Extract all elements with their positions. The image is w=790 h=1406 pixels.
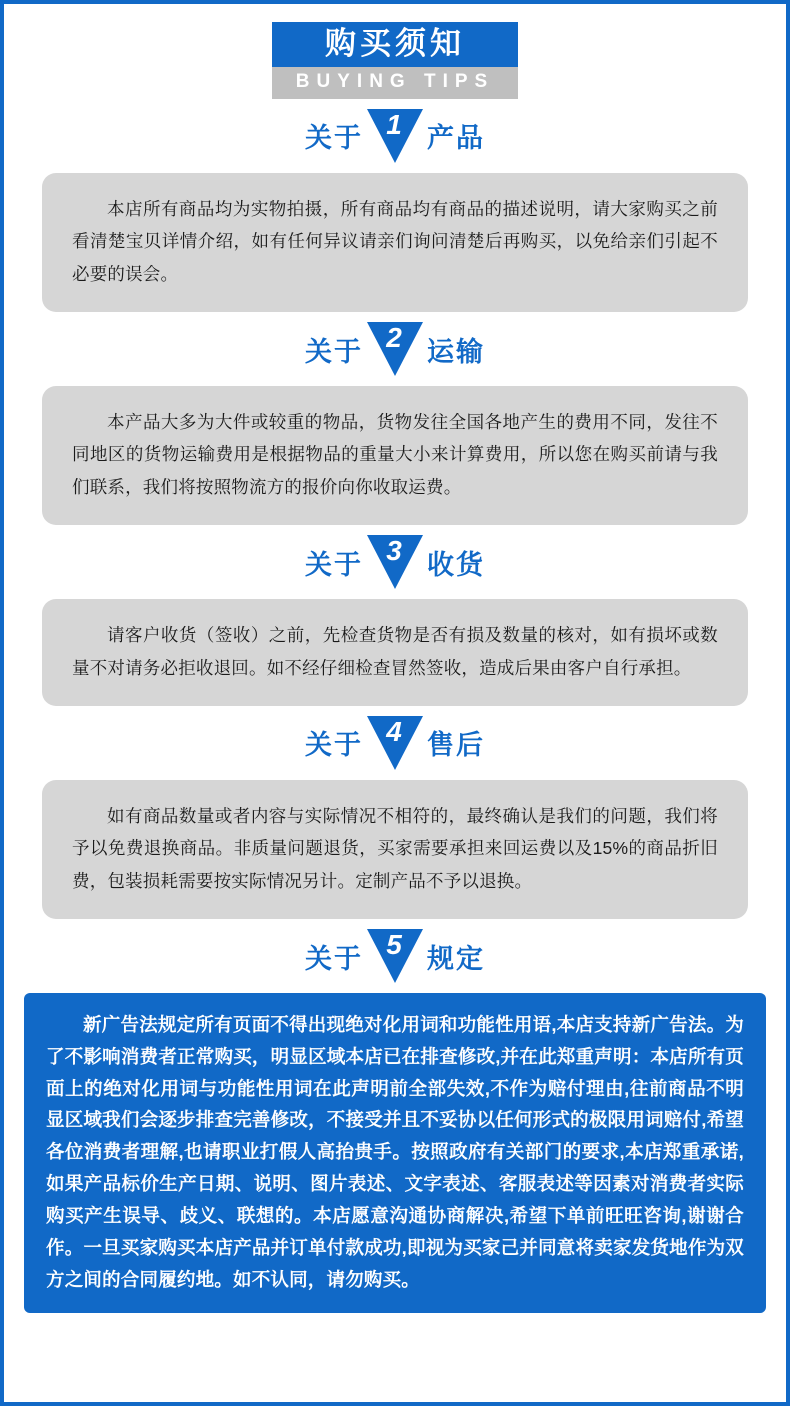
page-title: 购买须知 [272,22,518,67]
section-2-number-badge [367,322,423,376]
section-4-card [42,780,748,919]
section-2-label-left: 关于 [305,336,363,367]
section-4-label-left: 关于 [305,730,363,761]
section-3-label-left: 关于 [305,549,363,580]
section-1-label-right: 产品 [427,123,485,154]
section-4-number-badge [367,716,423,770]
section-2-label-right: 运输 [427,336,485,367]
section-4-body: 如有商品数量或者内容与实际情况不相符的，最终确认是我们的问题，我们将予以免费退换商品。非质量问题退货，买家需要承担来回运费以及15%的商品折旧费，包装损耗需要按实际情况另计。定制产品不予以退换。 [72,805,718,891]
section-title-5 [4,919,786,993]
section-title-2 [4,312,786,386]
section-2-body: 本产品大多为大件或较重的物品，货物发往全国各地产生的费用不同，发往不同地区的货物运输费用是根据物品的重量大小来计算费用，所以您在购买前请与我们联系，我们将按照物流方的报价向你收取运费。 [72,412,718,497]
section-title-1 [4,99,786,173]
section-5-number-badge [367,929,423,983]
section-3-number: 3 [386,535,404,567]
section-2-number: 2 [386,322,404,354]
section-title-3 [4,525,786,599]
page-header [4,4,786,99]
section-title-4 [4,706,786,780]
section-1-label-left: 关于 [305,123,363,154]
section-4-number: 4 [386,715,404,747]
section-5-body: 新广告法规定所有页面不得出现绝对化用词和功能性用语,本店支持新广告法。为了不影响消费者正常购买，明显区域本店已在排查修改,并在此郑重声明：本店所有页面上的绝对化用词与功能性用词在此声明前全部失效,不作为赔付理由,往前商品不明显区域我们会逐步排查完善修改，不接受并且不妥协以任何形式的极限用词赔付,希望各位消费者理解,也请职业打假人高抬贵手。按照政府有关部门的要求,本店郑重承诺,如果产品标价生产日期、说明、图片表述、文字表述、客服表述等因素对消费者实际购买产生误导、歧义、联想的。本店愿意沟通协商解决,希望下单前旺旺咨询,谢谢合作。一旦买家购买本店产品并订单付款成功,即视为买家己并同意将卖家发货地作为双方之间的合同履约地。如不认同，请勿购买。 [46,1014,744,1290]
section-4-label-right: 售后 [427,730,485,761]
section-5-card [24,993,766,1313]
section-2-card [42,386,748,525]
section-1-number: 1 [386,108,404,140]
section-5-label-right: 规定 [427,943,485,974]
section-3-body: 请客户收货（签收）之前，先检查货物是否有损及数量的核对，如有损坏或数量不对请务必拒收退回。如不经仔细检查冒然签收，造成后果由客户自行承担。 [72,625,718,678]
section-3-label-right: 收货 [427,549,485,580]
section-3-number-badge [367,535,423,589]
section-1-card [42,173,748,312]
section-5-number: 5 [386,929,404,961]
page-subtitle: BUYING TIPS [272,67,518,99]
section-3-card [42,599,748,706]
section-5-label-left: 关于 [305,943,363,974]
section-1-body: 本店所有商品均为实物拍摄，所有商品均有商品的描述说明，请大家购买之前看清楚宝贝详情介绍，如有任何异议请亲们询问清楚后再购买，以免给亲们引起不必要的误会。 [72,198,718,284]
header-title-block [272,22,518,99]
section-1-number-badge [367,109,423,163]
